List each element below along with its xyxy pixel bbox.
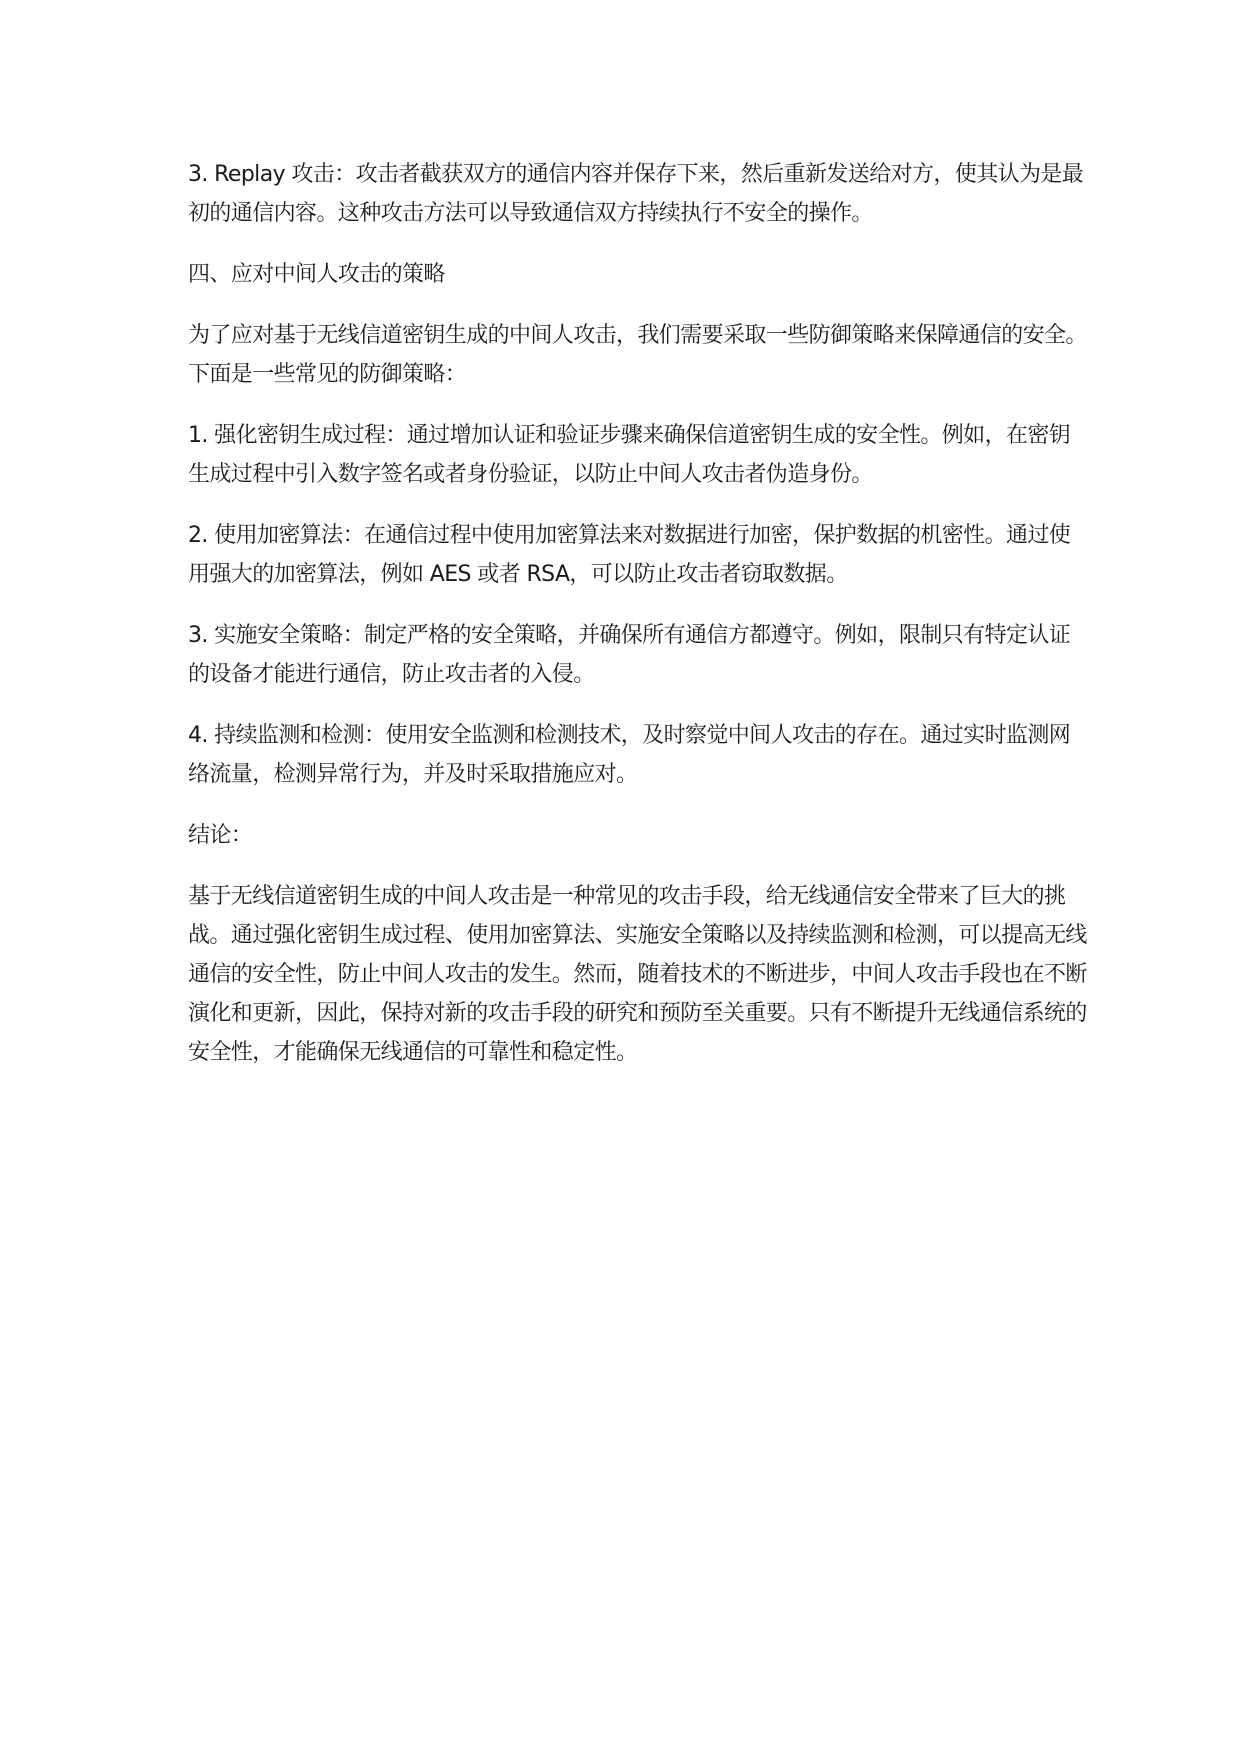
- list-item-strategy-1: 1. 强化密钥生成过程：通过增加认证和验证步骤来确保信道密钥生成的安全性。例如，在密钥生成过程中引入数字签名或者身份验证，以防止中间人攻击者伪造身份。: [188, 423, 1071, 487]
- list-item-strategy-4: 4. 持续监测和检测：使用安全监测和检测技术，及时察觉中间人攻击的存在。通过实时监测网络流量，检测异常行为，并及时采取措施应对。: [188, 723, 1071, 787]
- document-body: [188, 155, 1088, 1094]
- paragraph-replay-attack: 3. Replay 攻击：攻击者截获双方的通信内容并保存下来，然后重新发送给对方，使其认为是最初的通信内容。这种攻击方法可以导致通信双方持续执行不安全的操作。: [188, 162, 1084, 226]
- section-heading-conclusion: 结论：: [188, 823, 253, 848]
- paragraph-strategy-intro: 为了应对基于无线信道密钥生成的中间人攻击，我们需要采取一些防御策略来保障通信的安全。下面是一些常见的防御策略：: [188, 323, 1087, 387]
- section-heading-countermeasures: 四、应对中间人攻击的策略: [188, 262, 445, 287]
- paragraph-conclusion: 基于无线信道密钥生成的中间人攻击是一种常见的攻击手段，给无线通信安全带来了巨大的挑战。通过强化密钥生成过程、使用加密算法、实施安全策略以及持续监测和检测，可以提高无线通信的安全性，防止中间人攻击的发生。然而，随着技术的不断进步，中间人攻击手段也在不断演化和更新，因此，保持对新的攻击手段的研究和预防至关重要。只有不断提升无线通信系统的安全性，才能确保无线通信的可靠性和稳定性。: [188, 884, 1087, 1065]
- list-item-strategy-2: 2. 使用加密算法：在通信过程中使用加密算法来对数据进行加密，保护数据的机密性。通过使用强大的加密算法，例如 AES 或者 RSA，可以防止攻击者窃取数据。: [188, 523, 1071, 587]
- list-item-strategy-3: 3. 实施安全策略：制定严格的安全策略，并确保所有通信方都遵守。例如，限制只有特定认证的设备才能进行通信，防止攻击者的入侵。: [188, 623, 1071, 687]
